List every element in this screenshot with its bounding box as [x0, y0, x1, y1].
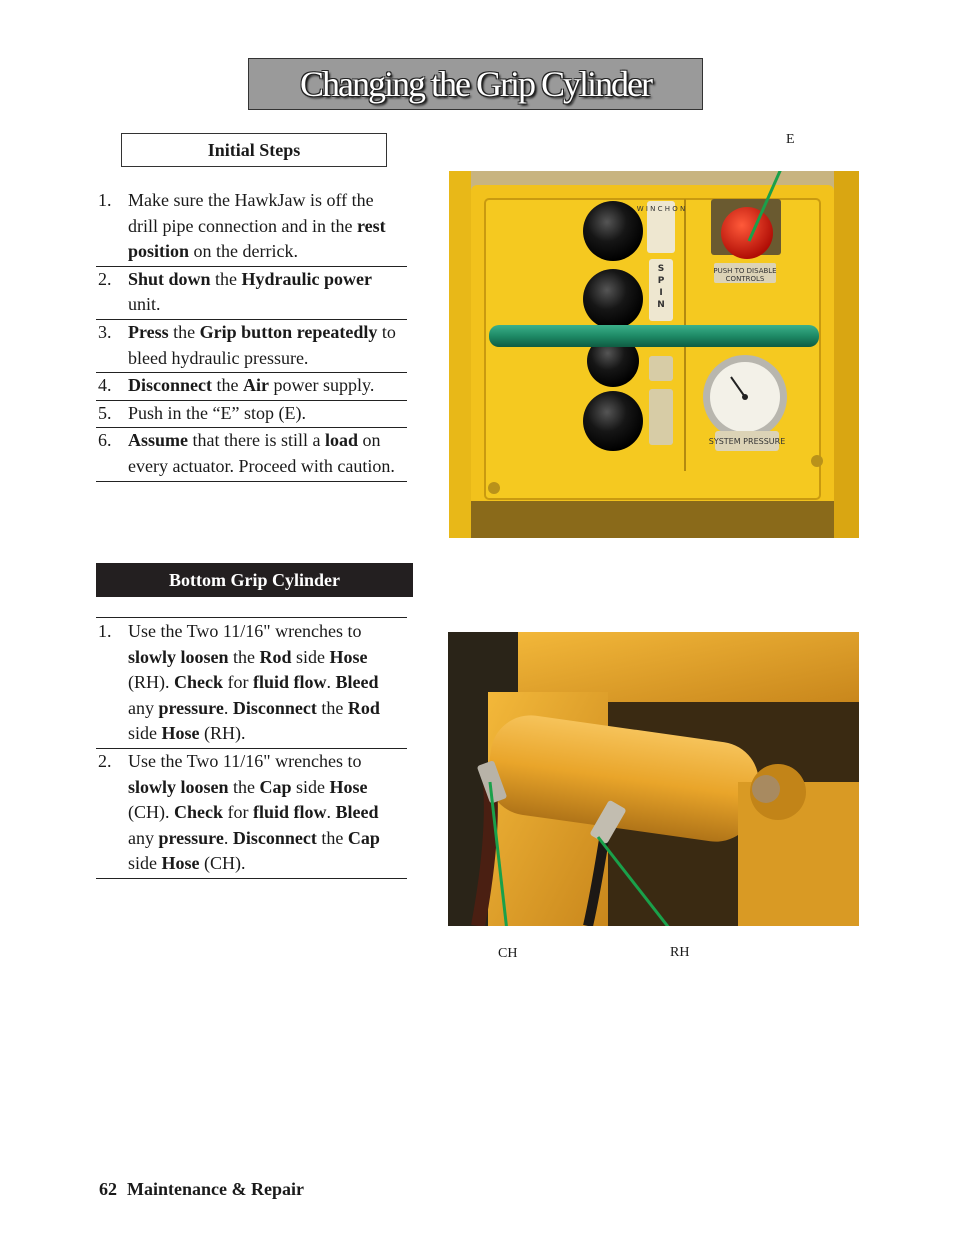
step-emphasis: Cap [347, 827, 380, 848]
svg-text:P: P [657, 276, 665, 286]
step-emphasis: Bleed [335, 672, 379, 693]
step-text [128, 267, 407, 318]
step-text-run: that there is still a [188, 430, 325, 451]
step-text [128, 320, 407, 371]
bottom-step-item [96, 749, 407, 879]
step-text-run: the [212, 375, 243, 396]
step-text-run: any [128, 827, 159, 848]
step-number: 4. [98, 375, 112, 396]
initial-steps-heading: Initial Steps [207, 139, 301, 160]
step-text [128, 428, 407, 479]
step-text-run: (RH). [199, 723, 246, 744]
initial-step-item [96, 401, 407, 429]
callout-rh-label: RH [670, 945, 690, 960]
step-number: 2. [98, 750, 112, 771]
initial-step-item [96, 188, 407, 267]
knob-1 [583, 201, 643, 261]
step-emphasis: Hose [161, 853, 200, 874]
push-disable-label: PUSH TO DISABLE [713, 267, 777, 275]
bottom-grip-heading-bar [96, 563, 413, 597]
page-title: Changing the Grip Cylinder [300, 64, 651, 104]
step-text [128, 373, 407, 399]
step-emphasis: Rod [259, 646, 292, 667]
step-emphasis: rest position [128, 215, 386, 262]
step-emphasis: Check [174, 672, 223, 693]
svg-text:N: N [657, 300, 665, 310]
step-text [128, 401, 407, 427]
step-text-run: Use the Two 11/16" wrenches to [128, 621, 362, 641]
step-text-run: (CH). [128, 802, 174, 823]
cylinder-photo [448, 632, 859, 926]
step-text-run: the [210, 268, 242, 289]
step-text [128, 619, 407, 747]
step-text-run: on the derrick. [189, 241, 298, 262]
initial-step-item [96, 428, 407, 481]
step-emphasis: Hose [329, 646, 368, 667]
bottom-steps-top-rule [96, 617, 407, 618]
winch-on-label: W I N C H O N [636, 205, 686, 213]
step-number: 6. [98, 430, 112, 451]
step-number: 1. [98, 621, 112, 641]
step-text-run: Push in the “E” stop (E). [128, 402, 306, 423]
step-emphasis: Hose [329, 776, 368, 797]
svg-text:I: I [659, 288, 663, 298]
system-pressure-label: SYSTEM PRESSURE [708, 437, 786, 446]
initial-step-item [96, 320, 407, 373]
step-emphasis: fluid flow [253, 672, 327, 693]
initial-step-item [96, 267, 407, 320]
spin-label: S [657, 264, 665, 274]
initial-steps-list [96, 188, 407, 482]
step-text-run: . [326, 672, 336, 693]
step-text-run: Use the Two 11/16" wrenches to [128, 750, 362, 771]
step-text-run: . [223, 827, 233, 848]
step-emphasis: load [324, 430, 358, 451]
step-text-run: the [168, 321, 200, 342]
step-emphasis: pressure [158, 827, 224, 848]
initial-step-item [96, 373, 407, 401]
title-banner [248, 58, 703, 110]
step-text [128, 749, 407, 877]
step-text-run: . [326, 802, 336, 823]
step-text-run: the [228, 776, 260, 797]
bottom-grip-heading: Bottom Grip Cylinder [169, 569, 340, 590]
step-emphasis: Rod [347, 697, 380, 718]
step-emphasis: Press [128, 321, 169, 342]
step-text-run: (CH). [199, 853, 246, 874]
step-text [128, 188, 407, 265]
step-emphasis: Cap [259, 776, 292, 797]
step-text-run: . [223, 697, 233, 718]
section-name: Maintenance & Repair [127, 1179, 304, 1199]
step-text-run: for [223, 802, 253, 823]
page-footer [99, 1179, 314, 1200]
callout-ch-label: CH [498, 946, 518, 961]
step-text-run: side [128, 723, 162, 744]
step-emphasis: Disconnect [232, 827, 317, 848]
step-emphasis: Air [243, 375, 269, 396]
step-text-run: the [316, 827, 348, 848]
step-text-run: to bleed hydraulic pressure. [128, 321, 396, 368]
step-text-run: unit. [128, 294, 161, 315]
step-emphasis: Assume [128, 430, 189, 451]
step-emphasis: pressure [158, 697, 224, 718]
step-text-run: for [223, 672, 253, 693]
control-panel-photo [449, 171, 859, 538]
step-text-run: Make sure the HawkJaw is off the drill pipe connection and in the [128, 190, 374, 236]
step-emphasis: Disconnect [128, 375, 212, 396]
step-emphasis: slowly loosen [128, 646, 229, 667]
step-emphasis: Grip button repeatedly [199, 321, 378, 342]
bottom-step-item [96, 619, 407, 749]
page-number: 62 [99, 1179, 117, 1199]
step-text-run: the [316, 697, 348, 718]
step-text-run: side [291, 776, 330, 797]
step-emphasis: Bleed [335, 802, 379, 823]
callout-e-label: E [786, 132, 795, 147]
step-emphasis: Hose [161, 723, 200, 744]
step-number: 5. [98, 402, 112, 423]
bottom-steps-list [96, 619, 407, 879]
step-emphasis: Check [174, 802, 223, 823]
step-emphasis: fluid flow [253, 802, 327, 823]
step-number: 2. [98, 268, 112, 289]
initial-steps-heading-box [121, 133, 387, 167]
step-emphasis: Hydraulic power [241, 268, 373, 289]
step-emphasis: Shut down [128, 268, 211, 289]
step-number: 3. [98, 321, 112, 342]
step-text-run: on every actuator. Proceed with caution. [128, 430, 395, 476]
step-text-run: side [291, 646, 330, 667]
step-text-run: any [128, 697, 159, 718]
step-text-run: side [128, 853, 162, 874]
step-emphasis: slowly loosen [128, 776, 229, 797]
step-text-run: power supply. [269, 375, 375, 396]
step-number: 1. [98, 190, 112, 210]
step-emphasis: Disconnect [232, 697, 317, 718]
svg-text:CONTROLS: CONTROLS [725, 275, 765, 283]
step-text-run: (RH). [128, 672, 174, 693]
step-text-run: the [228, 646, 260, 667]
